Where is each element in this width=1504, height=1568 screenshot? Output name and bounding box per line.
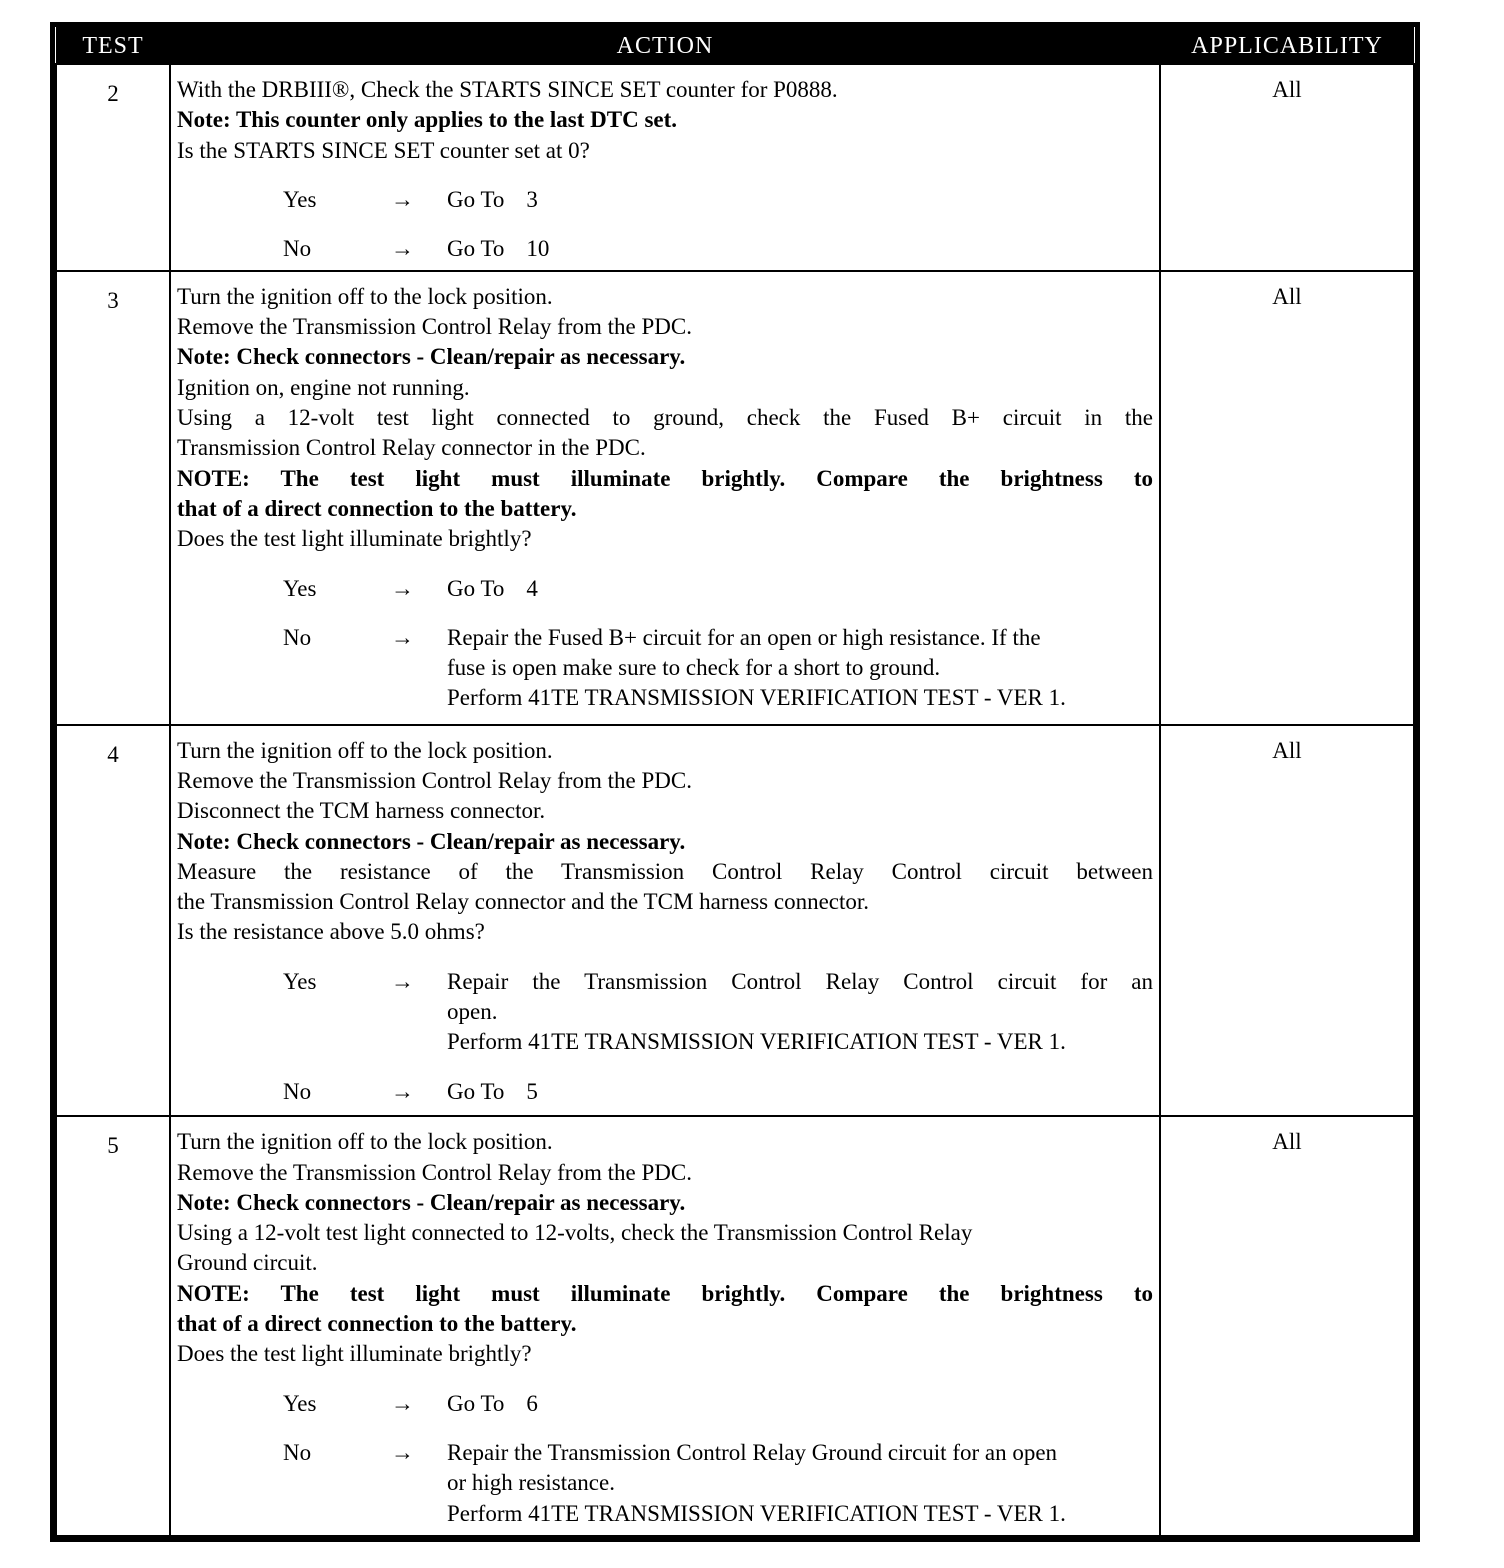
header-action: ACTION — [170, 27, 1160, 64]
action-line: Turn the ignition off to the lock position. — [177, 283, 553, 309]
action-note: that of a direct connection to the battery. — [177, 495, 577, 521]
action-line: Remove the Transmission Control Relay from the PDC. — [177, 767, 692, 793]
result-line: or high resistance. — [447, 1470, 615, 1496]
option-result — [447, 234, 1153, 264]
action-cell — [170, 64, 1160, 271]
goto-target: 4 — [526, 575, 538, 601]
goto-target: 10 — [526, 236, 550, 262]
action-question: Is the STARTS SINCE SET counter set at 0? — [177, 137, 590, 163]
arrow-icon: → — [391, 575, 414, 601]
action-line: Using a 12-volt test light connected to ground, check the Fused B+ circuit in the — [177, 405, 1153, 431]
table-row — [56, 271, 1414, 725]
option-key: No — [283, 236, 312, 262]
arrow-icon: → — [391, 1439, 414, 1465]
table-row — [56, 64, 1414, 271]
action-line: Using a 12-volt test light connected to 12-volts, check the Transmission Control Relay — [177, 1220, 973, 1246]
action-line: the Transmission Control Relay connector and the TCM harness connector. — [177, 889, 870, 915]
action-question: Does the test light illuminate brightly? — [177, 526, 532, 552]
table-row — [56, 1116, 1414, 1536]
goto-label: Go To — [447, 236, 505, 262]
action-note: that of a direct connection to the battery. — [177, 1311, 577, 1337]
option-result — [447, 574, 1153, 604]
result-line: Perform 41TE TRANSMISSION VERIFICATION TEST - VER 1. — [447, 1500, 1066, 1526]
action-line: Ignition on, engine not running. — [177, 374, 470, 400]
goto-target: 3 — [526, 186, 538, 212]
option-yes — [177, 967, 1153, 1058]
goto-label: Go To — [447, 575, 505, 601]
arrow-icon: → — [391, 1390, 414, 1416]
action-cell — [170, 725, 1160, 1117]
action-line: Ground circuit. — [177, 1250, 318, 1276]
test-number: 4 — [56, 725, 170, 1117]
option-result — [447, 623, 1153, 714]
option-yes — [177, 1389, 1153, 1419]
option-no — [177, 234, 1153, 264]
action-line: Transmission Control Relay connector in the PDC. — [177, 435, 646, 461]
header-applicability: APPLICABILITY — [1160, 27, 1414, 64]
arrow-icon: → — [391, 186, 414, 212]
action-note: Note: Check connectors - Clean/repair as necessary. — [177, 828, 686, 854]
goto-target: 5 — [526, 1078, 538, 1104]
option-key: Yes — [283, 575, 317, 601]
option-yes — [177, 185, 1153, 215]
applicability-cell: All — [1160, 64, 1414, 271]
result-line: Perform 41TE TRANSMISSION VERIFICATION TEST - VER 1. — [447, 685, 1066, 711]
action-line: Remove the Transmission Control Relay from the PDC. — [177, 314, 692, 340]
table-row — [56, 725, 1414, 1117]
action-line: Turn the ignition off to the lock position. — [177, 737, 553, 763]
option-key: No — [283, 624, 312, 650]
action-note: Note: Check connectors - Clean/repair as necessary. — [177, 1189, 686, 1215]
action-cell — [170, 271, 1160, 725]
goto-label: Go To — [447, 186, 505, 212]
test-number: 3 — [56, 271, 170, 725]
action-question: Does the test light illuminate brightly? — [177, 1341, 532, 1367]
action-line: Measure the resistance of the Transmission Control Relay Control circuit between — [177, 858, 1153, 884]
option-result — [447, 185, 1153, 215]
arrow-icon: → — [391, 1078, 414, 1104]
action-cell — [170, 1116, 1160, 1536]
option-key: No — [283, 1439, 312, 1465]
option-yes — [177, 574, 1153, 604]
applicability-cell: All — [1160, 725, 1414, 1117]
goto-label: Go To — [447, 1078, 505, 1104]
header-test: TEST — [56, 27, 170, 64]
option-no — [177, 623, 1153, 714]
option-no — [177, 1438, 1153, 1529]
action-note: Note: This counter only applies to the last DTC set. — [177, 107, 678, 133]
option-result — [447, 1389, 1153, 1419]
result-line: Repair the Fused B+ circuit for an open or high resistance. If the — [447, 624, 1041, 650]
option-no — [177, 1077, 1153, 1107]
option-key: Yes — [283, 1390, 317, 1416]
action-note: NOTE: The test light must illuminate brightly. Compare the brightness to — [177, 1280, 1153, 1306]
action-note: Note: Check connectors - Clean/repair as necessary. — [177, 344, 686, 370]
action-line: Turn the ignition off to the lock position. — [177, 1129, 553, 1155]
action-line: With the DRBIII®, Check the STARTS SINCE SET counter for P0888. — [177, 77, 838, 102]
option-result — [447, 967, 1153, 1058]
result-line: Repair the Transmission Control Relay Control circuit for an — [447, 968, 1153, 994]
goto-label: Go To — [447, 1390, 505, 1416]
test-number: 5 — [56, 1116, 170, 1536]
result-line: fuse is open make sure to check for a short to ground. — [447, 655, 941, 681]
applicability-cell: All — [1160, 1116, 1414, 1536]
option-key: Yes — [283, 186, 317, 212]
option-key: No — [283, 1078, 312, 1104]
result-line: open. — [447, 999, 498, 1025]
applicability-cell: All — [1160, 271, 1414, 725]
action-line: Disconnect the TCM harness connector. — [177, 798, 546, 824]
action-note: NOTE: The test light must illuminate brightly. Compare the brightness to — [177, 465, 1153, 491]
arrow-icon: → — [391, 236, 414, 262]
test-table — [55, 27, 1415, 1537]
option-result — [447, 1438, 1153, 1529]
result-line: Repair the Transmission Control Relay Ground circuit for an open — [447, 1439, 1058, 1465]
action-question: Is the resistance above 5.0 ohms? — [177, 919, 485, 945]
action-line: Remove the Transmission Control Relay from the PDC. — [177, 1159, 692, 1185]
diagnostic-test-table — [50, 22, 1420, 1542]
arrow-icon: → — [391, 624, 414, 650]
table-header — [56, 27, 1414, 64]
option-key: Yes — [283, 968, 317, 994]
option-result — [447, 1077, 1153, 1107]
test-number: 2 — [56, 64, 170, 271]
arrow-icon: → — [391, 968, 414, 994]
goto-target: 6 — [526, 1390, 538, 1416]
result-line: Perform 41TE TRANSMISSION VERIFICATION TEST - VER 1. — [447, 1029, 1066, 1055]
